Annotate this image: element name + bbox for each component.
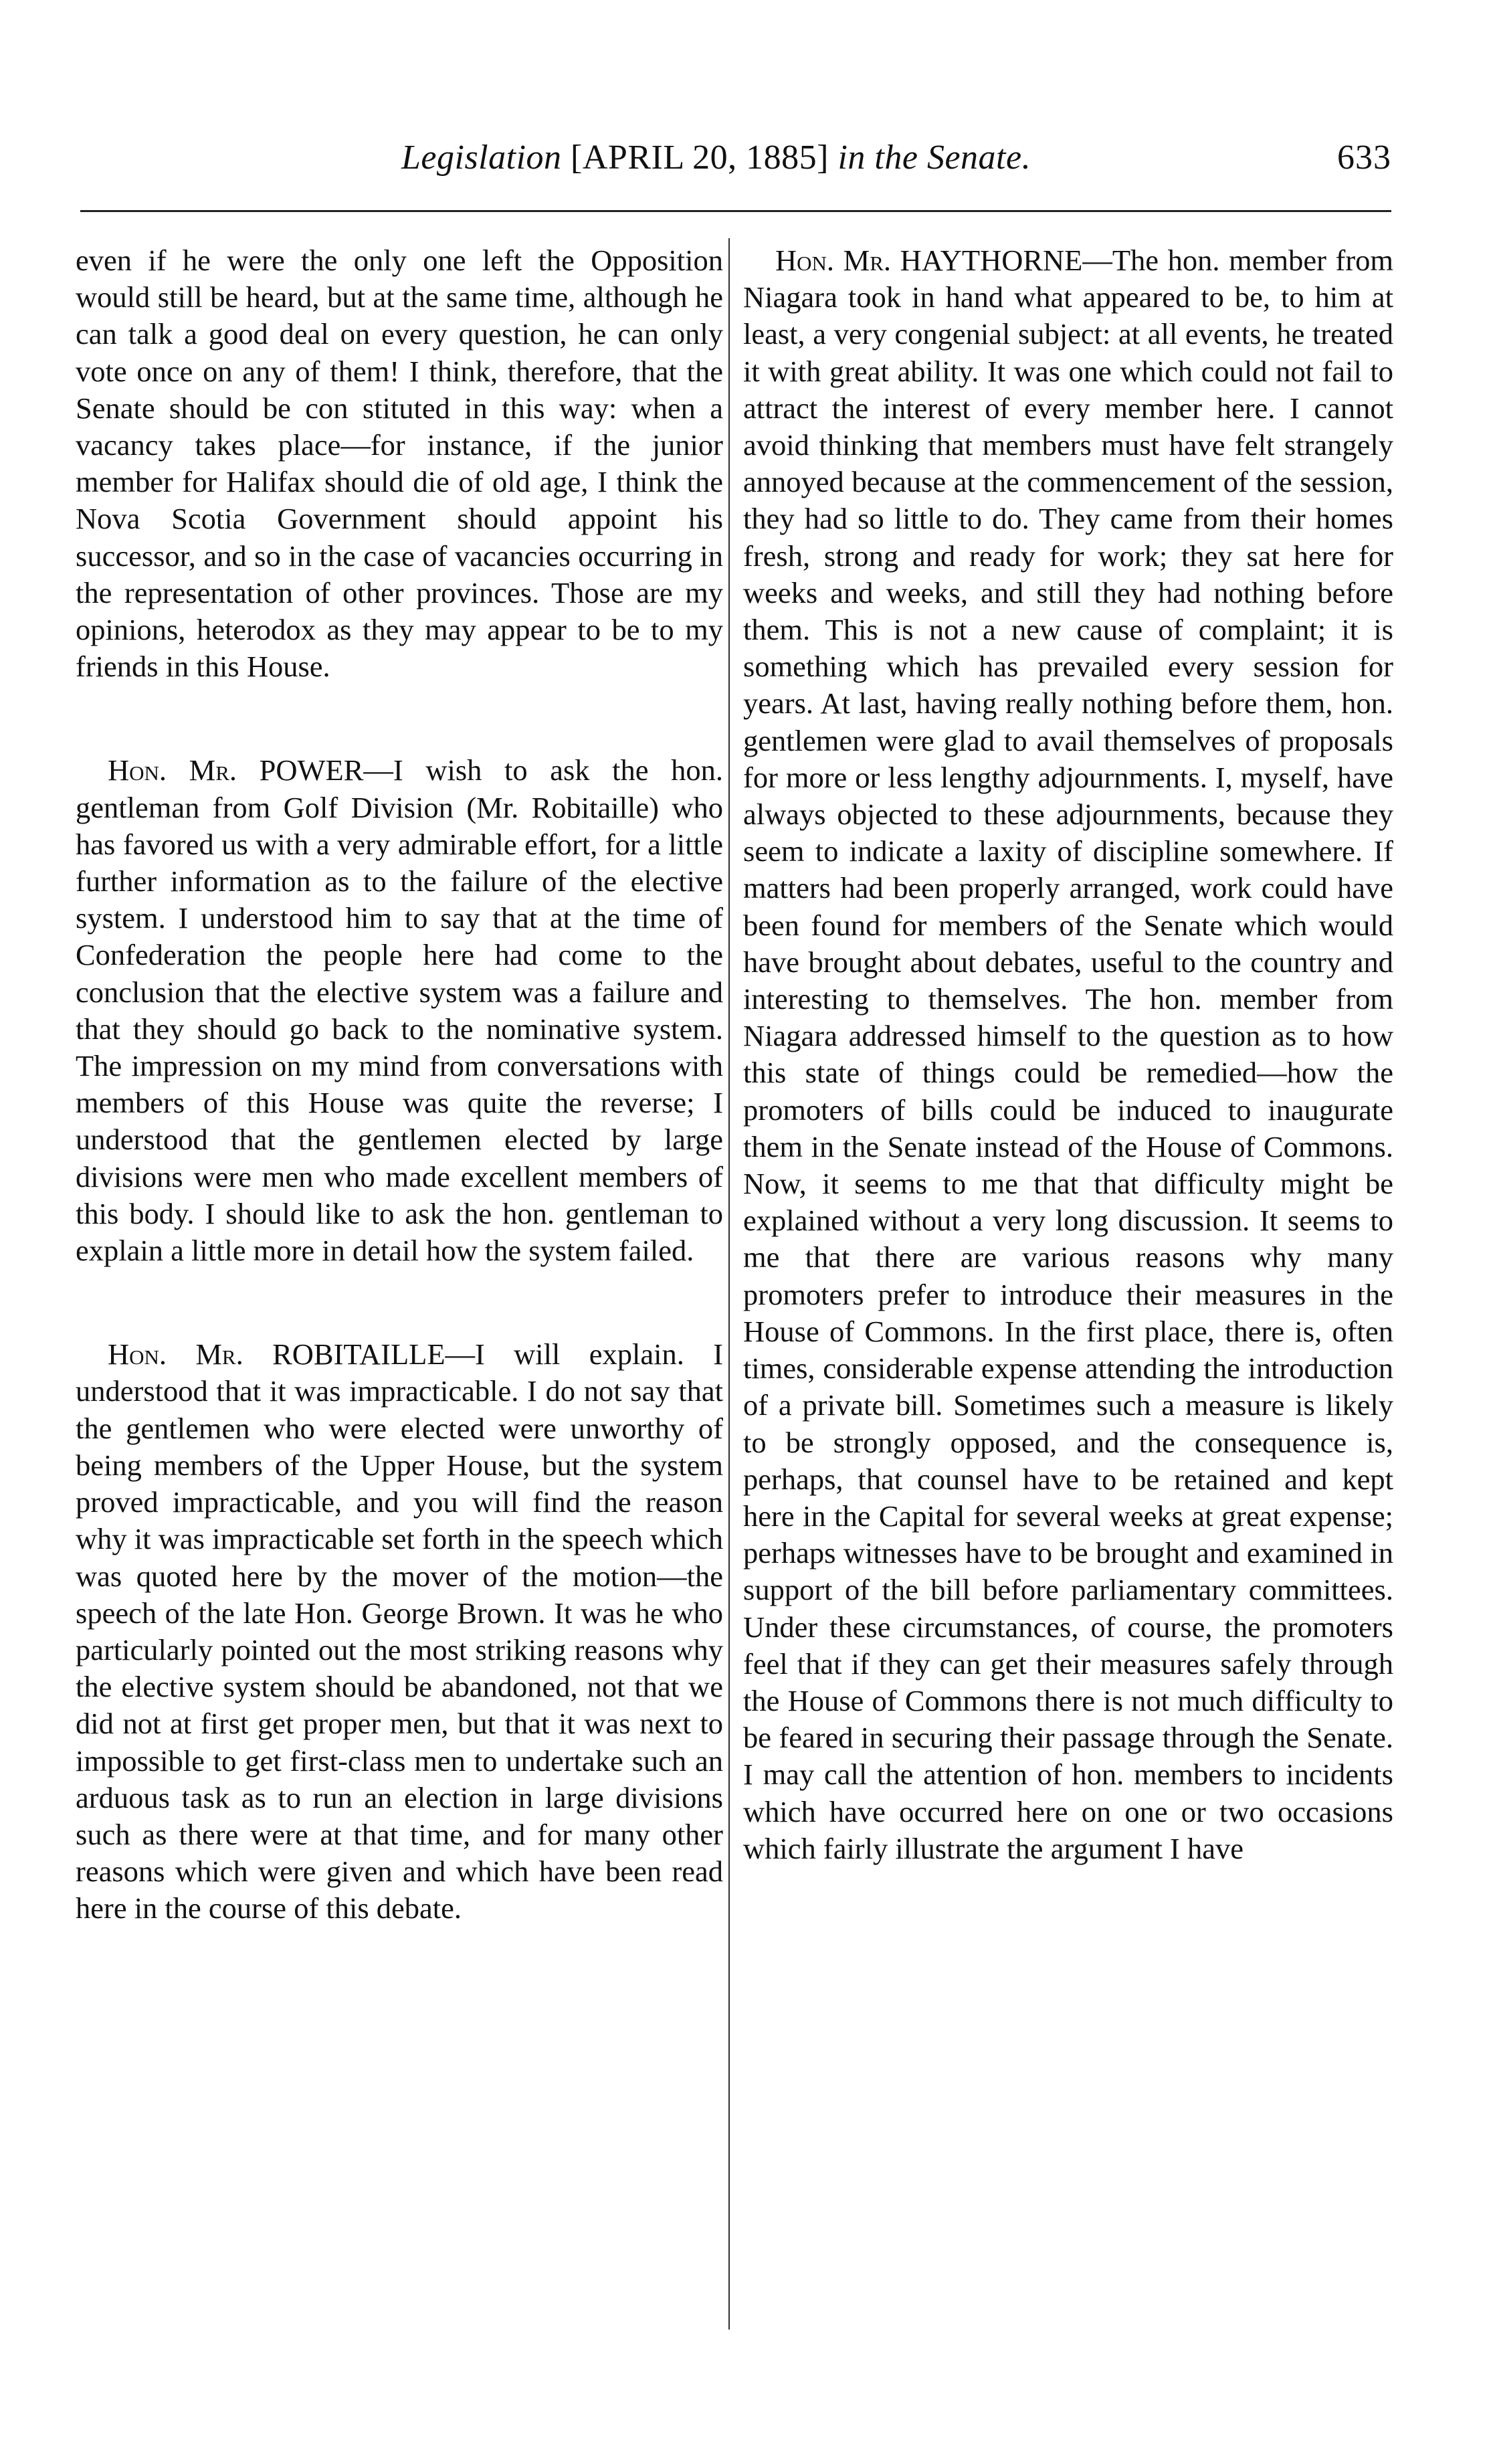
column-divider bbox=[728, 238, 730, 2330]
running-title-senate: in the Senate. bbox=[837, 138, 1031, 177]
page-number: 633 bbox=[1337, 138, 1391, 177]
running-title-legislation: Legislation bbox=[401, 138, 562, 177]
paragraph-haythorne bbox=[743, 242, 1393, 1867]
paragraph-gap bbox=[76, 1269, 723, 1336]
speech-power: —I wish to ask the hon. gentleman from Golf Division (Mr. Robitaille) who has favored us with a very admirable effort, for a little further information as to the failure of the elective system. I understood him to say that at the time of Confederation the people here had come to the conclusion that the elective system was a failure and that they should go back to the nominative system. The impression on my mind from conversations with members of this House was quite the reverse; I understood that the gentlemen elected by large divisions were men who made excellent members of this body. I should like to ask the hon. gentleman to explain a little more in detail how the system failed. bbox=[76, 753, 724, 1268]
speaker-haythorne: Hon. Mr. HAYTHORNE bbox=[775, 244, 1083, 277]
speech-haythorne: —The hon. member from Niagara took in hand what appeared to be, to him at least, a very congenial subject: at all events, he treated it with great ability. It was one which could not fail to attract the interest of every member here. I cannot avoid thinking that members must have felt strangely annoyed because at the commencement of the session, they had so little to do. They came from their homes fresh, strong and ready for work; they sat here for weeks and weeks, and still they had nothing before them. This is not a new cause of complaint; it is something which has prevailed every session for years. At last, having really nothing before them, hon. gentlemen were glad to avail themselves of proposals for more or less lengthy adjournments. I, myself, have always objected to these adjournments, because they seem to indicate a laxity of discipline somewhere. If matters had been properly arranged, work could have been found for members of the Senate which would have brought about debates, useful to the country and interesting to themselves. The hon. member from Niagara addressed himself to the question as to how this state of things could be remedied—how the promoters of bills could be induced to inaugurate them in the Senate instead of the House of Commons. Now, it seems to me that that difficulty might be explained without a very long discussion. It seems to me that there are various reasons why many promoters prefer to introduce their measures in the House of Commons. In the first place, there is, often times, considerable expense attending the introduction of a private bill. Sometimes such a measure is likely to be strongly opposed, and the consequence is, perhaps, that counsel have to be retained and kept here in the Capital for several weeks at great expense; perhaps witnesses have to be brought and examined in support of the bill before parliamentary committees. Under these circumstances, of course, the promoters feel that if they can get their measures safely through the House of Commons there is not much difficulty to be feared in securing their passage through the Senate. I may call the attention of hon. members to incidents which have occurred here on one or two occasions which fairly illustrate the argument I have bbox=[743, 244, 1394, 1865]
paragraph-gap bbox=[76, 685, 723, 752]
speaker-robitaille: Hon. Mr. ROBITAILLE bbox=[108, 1337, 445, 1371]
paragraph-robitaille bbox=[76, 1336, 723, 1927]
speaker-power: Hon. Mr. POWER bbox=[108, 753, 364, 787]
speech-robitaille: —I will explain. I understood that it was impracticable. I do not say that the gentlemen who were elected were unworthy of being members of the Upper House, but the system proved impracticable, and you will find the reason why it was impracticable set forth in the speech which was quoted here by the mover of the motion—the speech of the late Hon. George Brown. It was he who particularly pointed out the most striking reasons why the elective system should be abandoned, not that we did not at first get proper men, but that it was next to impossible to get first-class men to undertake such an arduous task as to run an election in large divisions such as there were at that time, and for many other reasons which were given and which have been read here in the course of this debate. bbox=[76, 1337, 723, 1925]
paragraph-opposition: even if he were the only one left the Opposition would still be heard, but at the same time, although he can talk a good deal on every question, he can only vote once on any of them! I think, therefore, that the Senate should be con stituted in this way: when a vacancy takes place—for instance, if the junior member for Halifax should die of old age, I think the Nova Scotia Government should appoint his successor, and so in the case of vacancies occurring in the representation of other provinces. Those are my opinions, heterodox as they may appear to be to my friends in this House. bbox=[76, 244, 723, 684]
header-rule bbox=[80, 210, 1391, 212]
left-column bbox=[76, 242, 723, 1927]
running-title bbox=[401, 131, 1031, 185]
paragraph-power bbox=[76, 752, 723, 1269]
running-title-date: [APRIL 20, 1885] bbox=[571, 138, 829, 177]
right-column bbox=[743, 242, 1393, 1867]
running-head bbox=[80, 131, 1391, 185]
